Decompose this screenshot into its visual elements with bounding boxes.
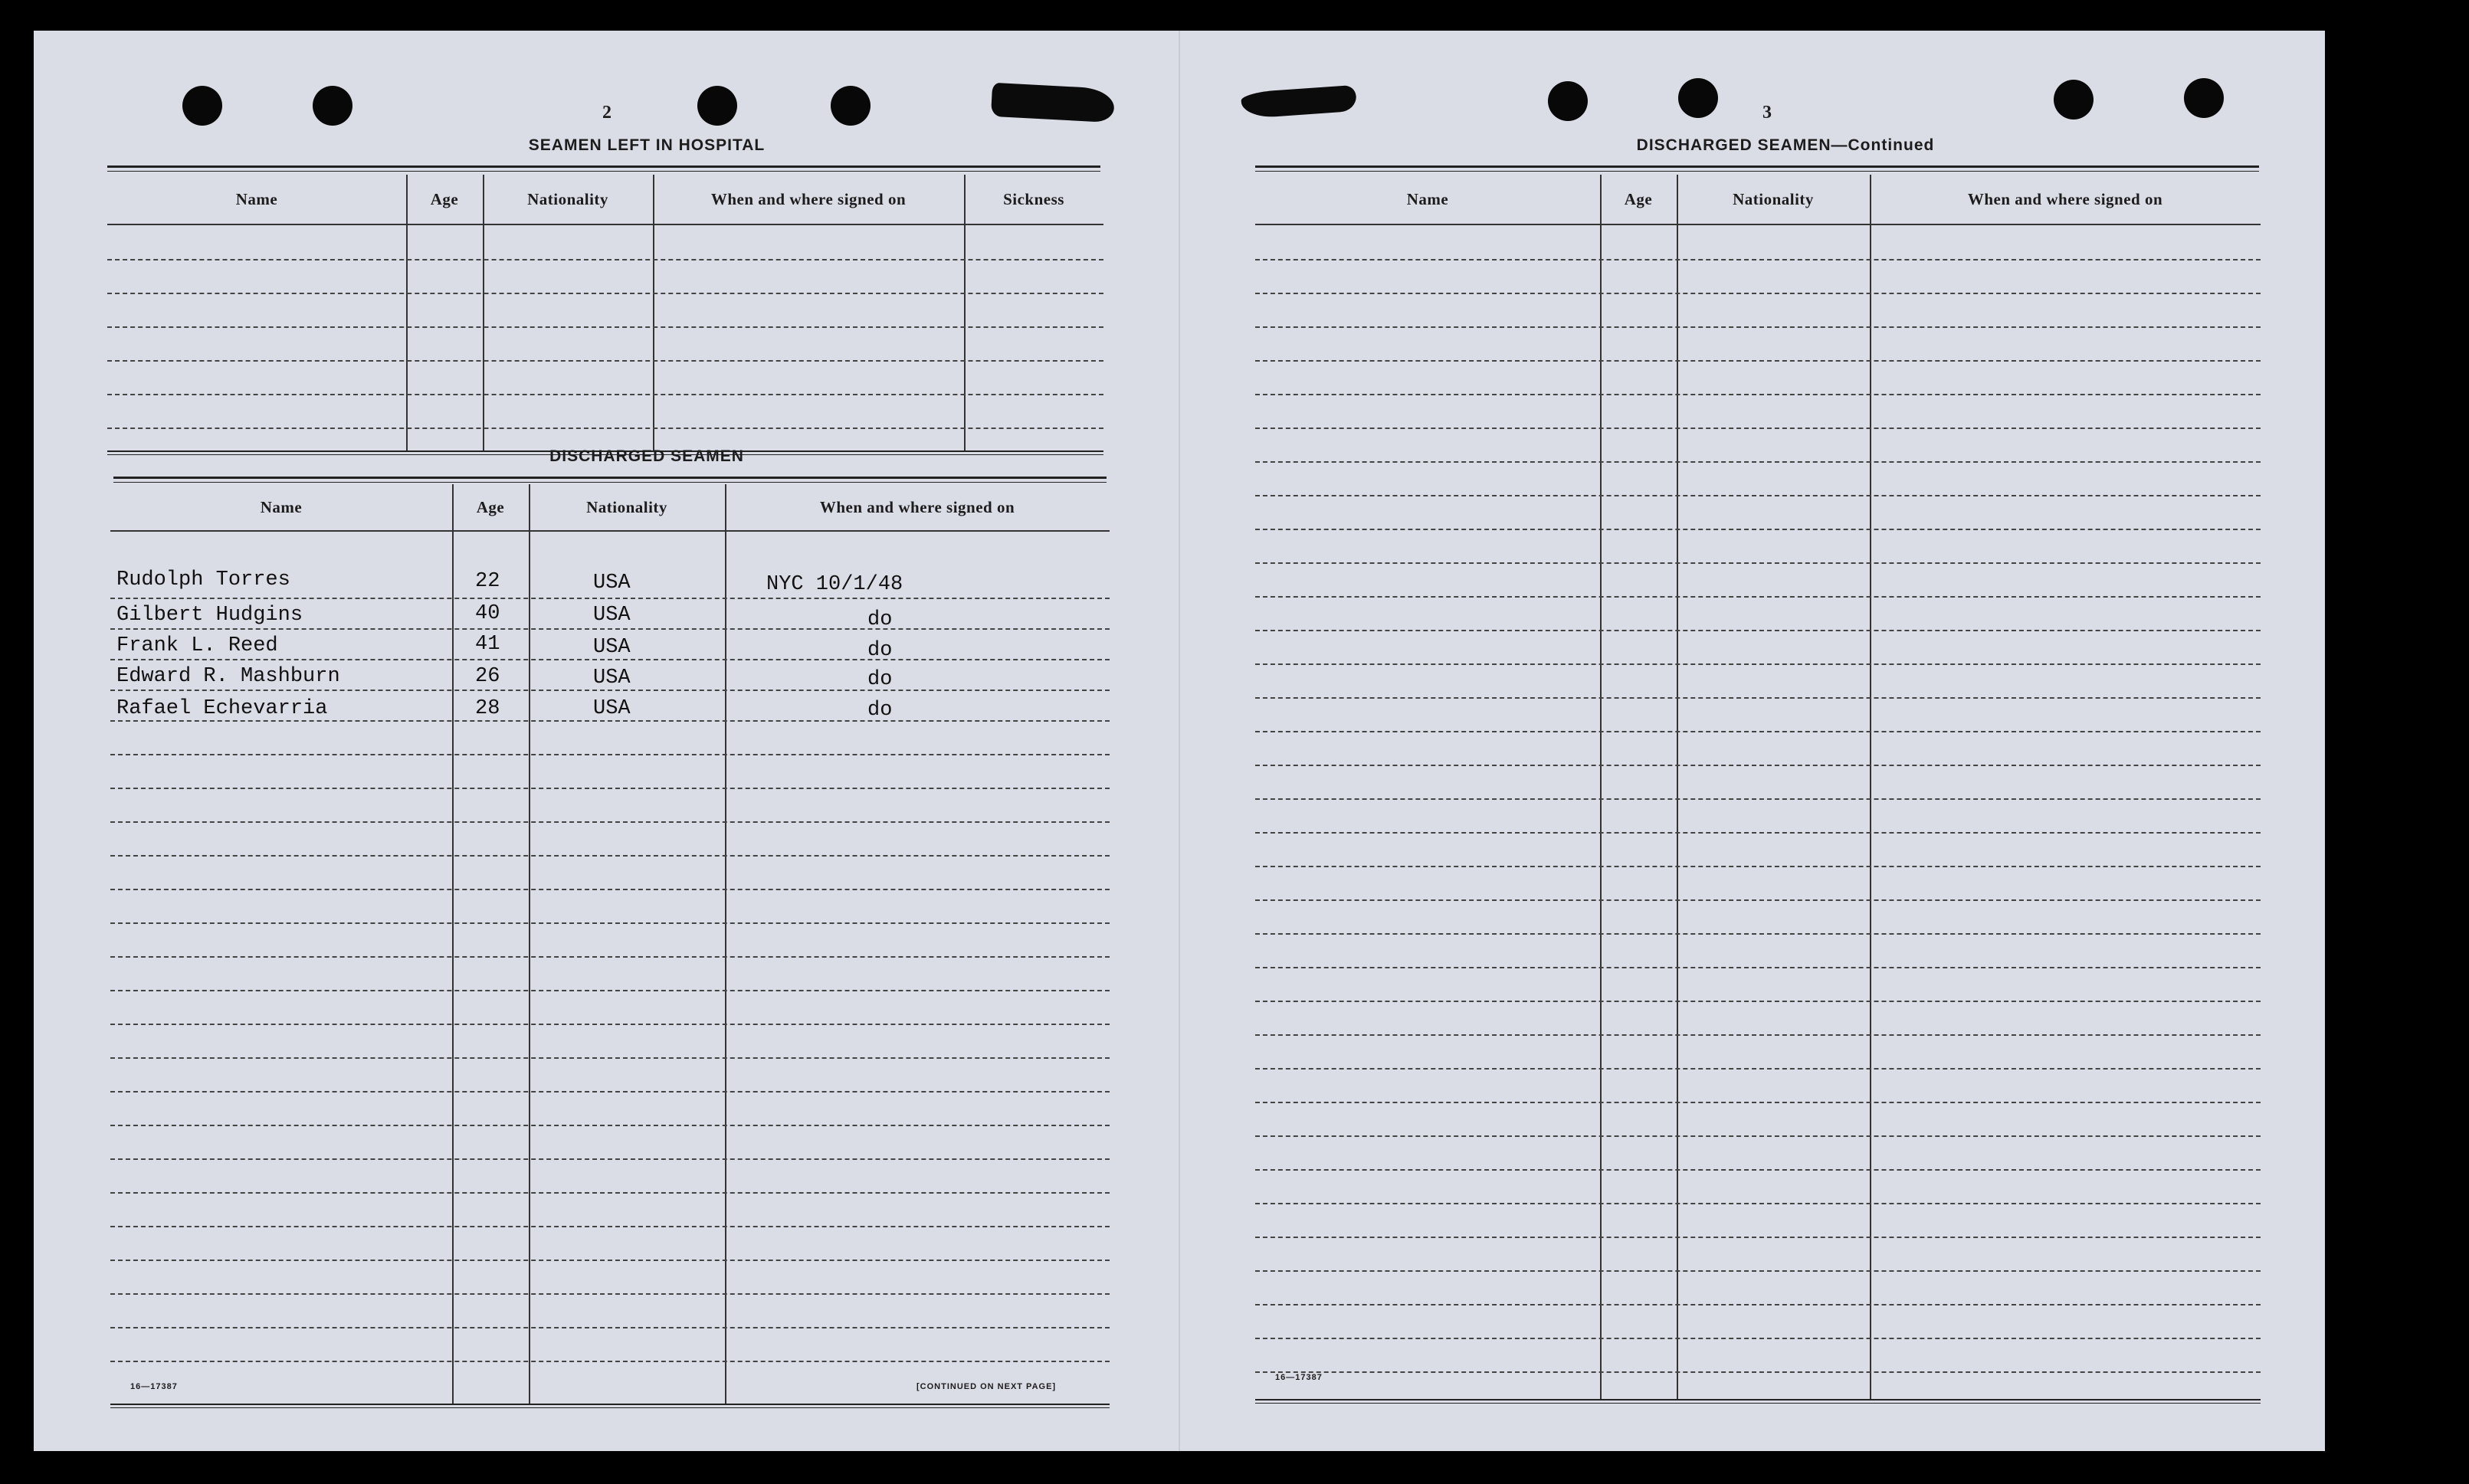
page-number: 3 <box>1762 103 1772 123</box>
seaman-name: Gilbert Hudgins <box>116 604 303 627</box>
seaman-signed-on: NYC 10/1/48 <box>766 573 903 596</box>
row-line <box>1255 630 2261 631</box>
row-line <box>110 1226 1110 1227</box>
row-line <box>110 598 1110 599</box>
column-header-nationality: Nationality <box>527 189 608 208</box>
column-header-name: Name <box>1406 189 1449 208</box>
column-header-age: Age <box>1624 189 1653 208</box>
column-divider <box>964 175 966 452</box>
punch-hole <box>2054 80 2094 120</box>
discharged-table-header <box>110 484 1110 532</box>
column-divider <box>483 175 484 452</box>
row-line <box>1255 798 2261 800</box>
row-line <box>1255 832 2261 834</box>
row-line <box>1255 1068 2261 1070</box>
punch-hole <box>313 86 352 126</box>
form-number: 16—17387 <box>1275 1373 1323 1382</box>
column-header-sickness: Sickness <box>1003 189 1064 208</box>
row-line <box>110 1125 1110 1126</box>
row-line <box>110 659 1110 660</box>
row-line <box>1255 529 2261 530</box>
hospital-table <box>107 175 1103 457</box>
punch-hole <box>2184 78 2224 118</box>
row-line <box>1255 1237 2261 1238</box>
column-header-age: Age <box>476 497 505 516</box>
row-line <box>1255 326 2261 328</box>
row-line <box>1255 933 2261 935</box>
column-divider <box>406 175 408 452</box>
row-line <box>1255 495 2261 496</box>
row-line <box>1255 765 2261 766</box>
row-line <box>110 628 1110 630</box>
row-line <box>107 259 1103 260</box>
hospital-section-title: SEAMEN LEFT IN HOSPITAL <box>528 136 766 154</box>
row-line <box>110 720 1110 722</box>
row-line <box>107 326 1103 328</box>
form-number: 16—17387 <box>130 1382 178 1391</box>
table-bottom-rule <box>110 1404 1110 1408</box>
row-line <box>110 1057 1110 1059</box>
row-line <box>1255 1001 2261 1002</box>
title-rule <box>107 165 1100 172</box>
column-divider <box>1677 175 1678 1400</box>
column-header-nationality: Nationality <box>586 497 667 516</box>
row-line <box>110 1260 1110 1261</box>
column-header-signed-on: When and where signed on <box>819 497 1015 516</box>
column-divider <box>1870 175 1871 1400</box>
seaman-name: Frank L. Reed <box>116 634 278 657</box>
column-divider <box>1600 175 1602 1400</box>
seaman-age: 40 <box>475 602 500 625</box>
row-line <box>110 1327 1110 1328</box>
seaman-age: 26 <box>475 665 500 688</box>
row-line <box>110 821 1110 823</box>
page-fold <box>1179 31 1180 1451</box>
page-number: 2 <box>602 103 612 123</box>
row-line <box>110 990 1110 991</box>
punch-hole <box>831 86 871 126</box>
discharged-continued-table-header <box>1255 175 2261 225</box>
row-line <box>1255 562 2261 564</box>
row-line <box>1255 1338 2261 1339</box>
punch-hole <box>697 86 737 126</box>
seaman-signed-on: do <box>867 699 893 722</box>
row-line <box>1255 394 2261 395</box>
seaman-age: 41 <box>475 633 500 656</box>
row-line <box>110 1158 1110 1160</box>
seaman-nationality: USA <box>593 604 631 627</box>
torn-hole <box>1241 85 1357 119</box>
row-line <box>107 293 1103 294</box>
title-rule <box>113 477 1107 483</box>
row-line <box>1255 899 2261 901</box>
seaman-name: Edward R. Mashburn <box>116 665 340 688</box>
column-header-name: Name <box>235 189 278 208</box>
row-line <box>107 360 1103 362</box>
row-line <box>110 956 1110 958</box>
row-line <box>110 889 1110 890</box>
punch-hole <box>182 86 222 126</box>
row-line <box>1255 259 2261 260</box>
column-header-nationality: Nationality <box>1733 189 1814 208</box>
seaman-signed-on: do <box>867 608 893 631</box>
document-sheet <box>34 31 2325 1451</box>
column-header-signed-on: When and where signed on <box>710 189 907 208</box>
row-line <box>110 922 1110 924</box>
row-line <box>1255 697 2261 699</box>
discharged-table <box>110 484 1110 1410</box>
row-line <box>1255 1371 2261 1373</box>
row-line <box>1255 1304 2261 1305</box>
row-line <box>1255 663 2261 665</box>
column-header-signed-on: When and where signed on <box>1967 189 2163 208</box>
row-line <box>110 1091 1110 1093</box>
row-line <box>110 1361 1110 1362</box>
seaman-name: Rafael Echevarria <box>116 697 328 720</box>
discharged-continued-title: DISCHARGED SEAMEN—Continued <box>1636 136 1935 154</box>
row-line <box>110 855 1110 857</box>
column-divider <box>529 484 530 1405</box>
row-line <box>1255 866 2261 867</box>
column-divider <box>725 484 726 1405</box>
hospital-table-header <box>107 175 1103 225</box>
punch-hole <box>1678 78 1718 118</box>
row-line <box>110 788 1110 789</box>
seaman-signed-on: do <box>867 668 893 691</box>
row-line <box>110 1192 1110 1194</box>
table-bottom-rule <box>1255 1399 2261 1404</box>
row-line <box>1255 1203 2261 1204</box>
row-line <box>1255 360 2261 362</box>
title-rule <box>1255 165 2259 172</box>
row-line <box>1255 461 2261 463</box>
row-line <box>110 1024 1110 1025</box>
row-line <box>1255 1034 2261 1036</box>
row-line <box>107 428 1103 429</box>
seaman-name: Rudolph Torres <box>116 568 290 591</box>
column-header-name: Name <box>260 497 303 516</box>
seaman-age: 28 <box>475 697 500 720</box>
torn-hole <box>991 83 1115 123</box>
row-line <box>1255 731 2261 732</box>
seaman-age: 22 <box>475 570 500 593</box>
row-line <box>1255 1270 2261 1272</box>
row-line <box>1255 293 2261 294</box>
row-line <box>1255 428 2261 429</box>
seaman-nationality: USA <box>593 697 631 720</box>
row-line <box>107 394 1103 395</box>
discharged-section-title: DISCHARGED SEAMEN <box>549 447 744 465</box>
row-line <box>110 690 1110 691</box>
continued-note: [CONTINUED ON NEXT PAGE] <box>916 1382 1057 1391</box>
row-line <box>1255 1169 2261 1171</box>
row-line <box>1255 1102 2261 1103</box>
discharged-continued-table <box>1255 175 2261 1407</box>
seaman-nationality: USA <box>593 667 631 690</box>
row-line <box>1255 1135 2261 1137</box>
column-divider <box>653 175 654 452</box>
seaman-nationality: USA <box>593 636 631 659</box>
row-line <box>1255 596 2261 598</box>
column-header-age: Age <box>430 189 459 208</box>
seaman-signed-on: do <box>867 639 893 662</box>
punch-hole <box>1548 81 1588 121</box>
row-line <box>1255 967 2261 968</box>
row-line <box>110 1293 1110 1295</box>
row-line <box>110 754 1110 755</box>
column-divider <box>452 484 454 1405</box>
seaman-nationality: USA <box>593 572 631 595</box>
